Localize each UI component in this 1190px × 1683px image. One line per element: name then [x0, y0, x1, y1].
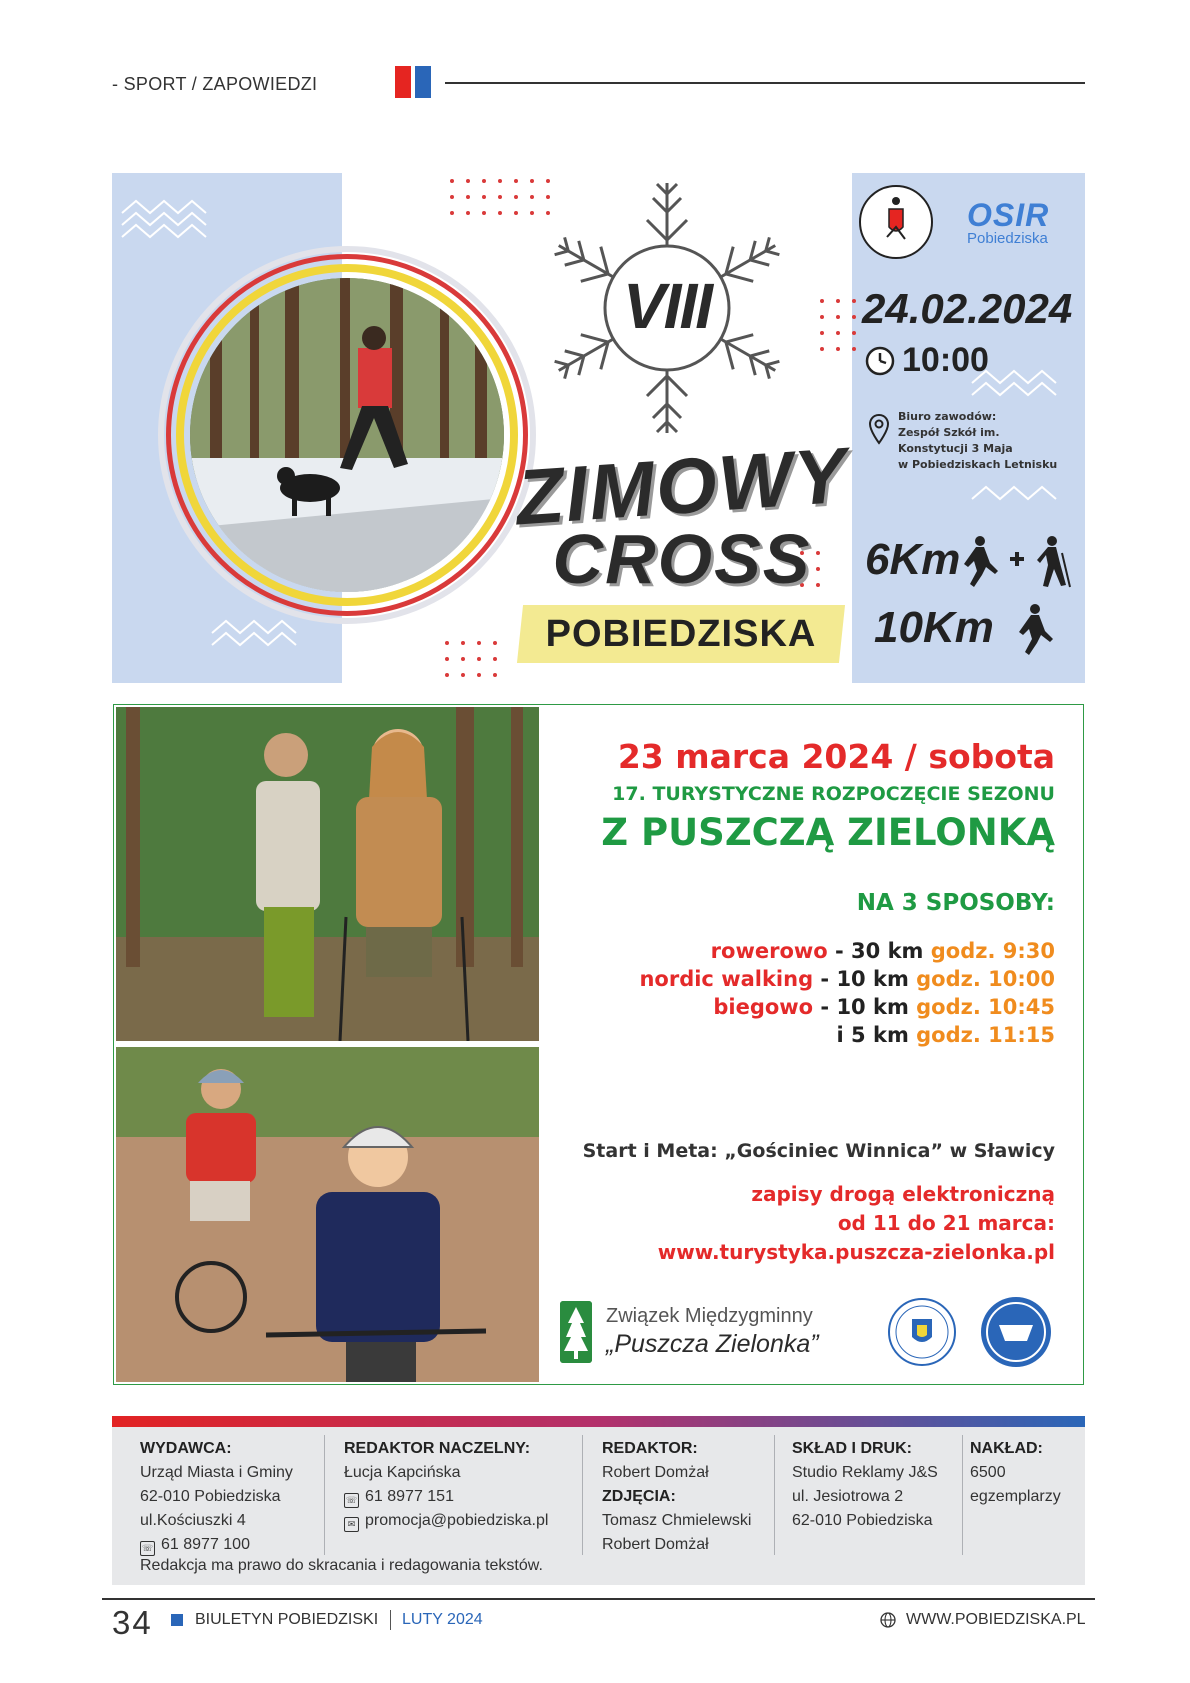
schedule-mode: rowerowo	[710, 939, 828, 963]
schedule-distance: - 10 km	[813, 967, 917, 991]
editor-column	[602, 1437, 751, 1557]
circulation-line: 6500	[970, 1464, 1006, 1481]
publisher-line: Urząd Miasta i Gminy	[140, 1464, 293, 1481]
editor-in-chief-label: REDAKTOR NACZELNY:	[344, 1440, 531, 1457]
column-divider	[324, 1435, 325, 1555]
schedule-row	[639, 937, 1055, 965]
flag-icon	[395, 66, 431, 98]
schedule-mode: nordic walking	[639, 967, 814, 991]
footer-divider	[102, 1598, 1095, 1600]
hikers-photo	[116, 707, 539, 1041]
edition-number: VIII	[622, 270, 712, 342]
schedule-distance: i 5 km	[836, 1023, 917, 1047]
publisher-line: ul.Kościuszki 4	[140, 1512, 246, 1529]
event-date: 24.02.2024	[862, 285, 1073, 332]
runner-with-dog-photo	[190, 278, 504, 592]
tree-icon	[560, 1301, 592, 1363]
signup-info	[658, 1180, 1055, 1267]
forest-season-poster	[113, 704, 1084, 1385]
race-office-line: Konstytucji 3 Maja	[898, 442, 1013, 455]
schedule-row	[639, 1021, 1055, 1049]
editor-label: REDAKTOR:	[602, 1440, 698, 1457]
header-divider	[445, 82, 1085, 84]
phone-icon: ☏	[344, 1493, 359, 1508]
schedule-row	[639, 965, 1055, 993]
footer-separator	[390, 1610, 391, 1630]
circulation-column	[970, 1437, 1061, 1509]
column-divider	[962, 1435, 963, 1555]
page-number: 34	[112, 1604, 153, 1641]
association-name-line2: „Puszcza Zielonka”	[606, 1330, 819, 1358]
schedule-time: godz. 9:30	[930, 939, 1055, 963]
distance-10km: 10Km	[874, 603, 994, 652]
association-logo	[560, 1301, 819, 1363]
circulation-label: NAKŁAD:	[970, 1440, 1043, 1457]
envelope-icon: ✉	[344, 1517, 359, 1532]
schedule-distance: - 30 km	[827, 939, 931, 963]
globe-icon	[880, 1612, 896, 1628]
schedule-row	[639, 993, 1055, 1021]
race-office-line: w Pobiedziskach Letnisku	[898, 458, 1058, 471]
signup-line: zapisy drogą elektroniczną	[751, 1182, 1055, 1206]
cyclists-photo	[116, 1047, 539, 1382]
event-subtitle: 17. TURYSTYCZNE ROZPOCZĘCIE SEZONU	[612, 783, 1055, 805]
signup-link[interactable]: www.turystyka.puszcza-zielonka.pl	[657, 1240, 1055, 1264]
editorial-note: Redakcja ma prawo do skracania i redagowania tekstów.	[140, 1557, 543, 1574]
sports-club-seal-icon	[979, 1295, 1053, 1369]
osir-logo	[967, 197, 1067, 247]
circulation-line: egzemplarzy	[970, 1488, 1061, 1505]
schedule-distance: - 10 km	[813, 995, 917, 1019]
signup-line: od 11 do 21 marca:	[837, 1211, 1055, 1235]
location-pin-icon	[868, 413, 890, 445]
osir-logo-sub: Pobiedziska	[967, 230, 1048, 247]
editor-phone-row	[344, 1485, 548, 1509]
print-line: 62-010 Pobiedziska	[792, 1512, 933, 1529]
start-finish: Start i Meta: „Gościniec Winnica” w Sławicy	[582, 1140, 1055, 1162]
runner-icon	[1007, 601, 1057, 657]
imprint-box	[112, 1427, 1085, 1585]
schedule-mode: biegowo	[713, 995, 814, 1019]
publication-name: BIULETYN POBIEDZISKI	[195, 1611, 379, 1628]
association-name-line1: Związek Międzygminny	[606, 1305, 813, 1327]
column-divider	[774, 1435, 775, 1555]
publisher-phone: 61 8977 100	[161, 1536, 250, 1553]
running-team-logo	[857, 183, 935, 261]
photos-author: Robert Domżał	[602, 1536, 709, 1553]
editor-email-row	[344, 1509, 548, 1533]
poster-title-line1: ZIMOWY	[512, 430, 851, 542]
race-office-line: Zespół Szkół im.	[898, 426, 1000, 439]
race-office	[868, 409, 1068, 473]
column-divider	[582, 1435, 583, 1555]
clock-icon	[864, 345, 896, 377]
phone-icon: ☏	[140, 1541, 155, 1556]
poster-title-line3: POBIEDZISKA	[545, 613, 817, 655]
website-link[interactable]: WWW.POBIEDZISKA.PL	[906, 1611, 1086, 1628]
schedule-time: godz. 11:15	[916, 1023, 1055, 1047]
distance-6km: 6Km	[865, 535, 961, 584]
race-office-line: Biuro zawodów:	[898, 410, 997, 423]
print-label: SKŁAD I DRUK:	[792, 1440, 912, 1457]
event-title: Z PUSZCZĄ ZIELONKĄ	[601, 811, 1055, 854]
schedule-list	[639, 937, 1055, 1049]
issue-label: LUTY 2024	[402, 1611, 483, 1628]
event-time-row	[864, 341, 989, 380]
runner-and-walker-icon	[962, 533, 1077, 589]
publisher-column	[140, 1437, 293, 1557]
editor-name: Robert Domżał	[602, 1464, 709, 1481]
photos-label: ZDJĘCIA:	[602, 1488, 676, 1505]
winter-cross-poster	[112, 173, 1085, 683]
editor-in-chief-name: Łucja Kapcińska	[344, 1464, 461, 1481]
event-time: 10:00	[902, 341, 989, 379]
print-column	[792, 1437, 938, 1533]
municipality-seal-icon	[887, 1297, 957, 1367]
ways-heading: NA 3 SPOSOBY:	[856, 890, 1055, 916]
schedule-time: godz. 10:45	[916, 995, 1055, 1019]
publisher-phone-row	[140, 1533, 293, 1557]
schedule-time: godz. 10:00	[916, 967, 1055, 991]
section-label: - SPORT / ZAPOWIEDZI	[112, 74, 318, 94]
editor-phone: 61 8977 151	[365, 1488, 454, 1505]
photos-author: Tomasz Chmielewski	[602, 1512, 752, 1529]
editor-in-chief-column	[344, 1437, 548, 1533]
event-date: 23 marca 2024 / sobota	[617, 737, 1055, 776]
race-office-text	[898, 409, 1068, 473]
editor-email[interactable]: promocja@pobiedziska.pl	[365, 1512, 549, 1529]
publisher-line: 62-010 Pobiedziska	[140, 1488, 281, 1505]
publisher-label: WYDAWCA:	[140, 1440, 232, 1457]
osir-logo-word: OSIR	[967, 197, 1050, 233]
imprint-gradient-bar	[112, 1416, 1085, 1427]
footer-square-icon	[171, 1614, 183, 1626]
print-line: Studio Reklamy J&S	[792, 1464, 938, 1481]
print-line: ul. Jesiotrowa 2	[792, 1488, 904, 1505]
poster-title-line2: CROSS	[552, 520, 812, 598]
